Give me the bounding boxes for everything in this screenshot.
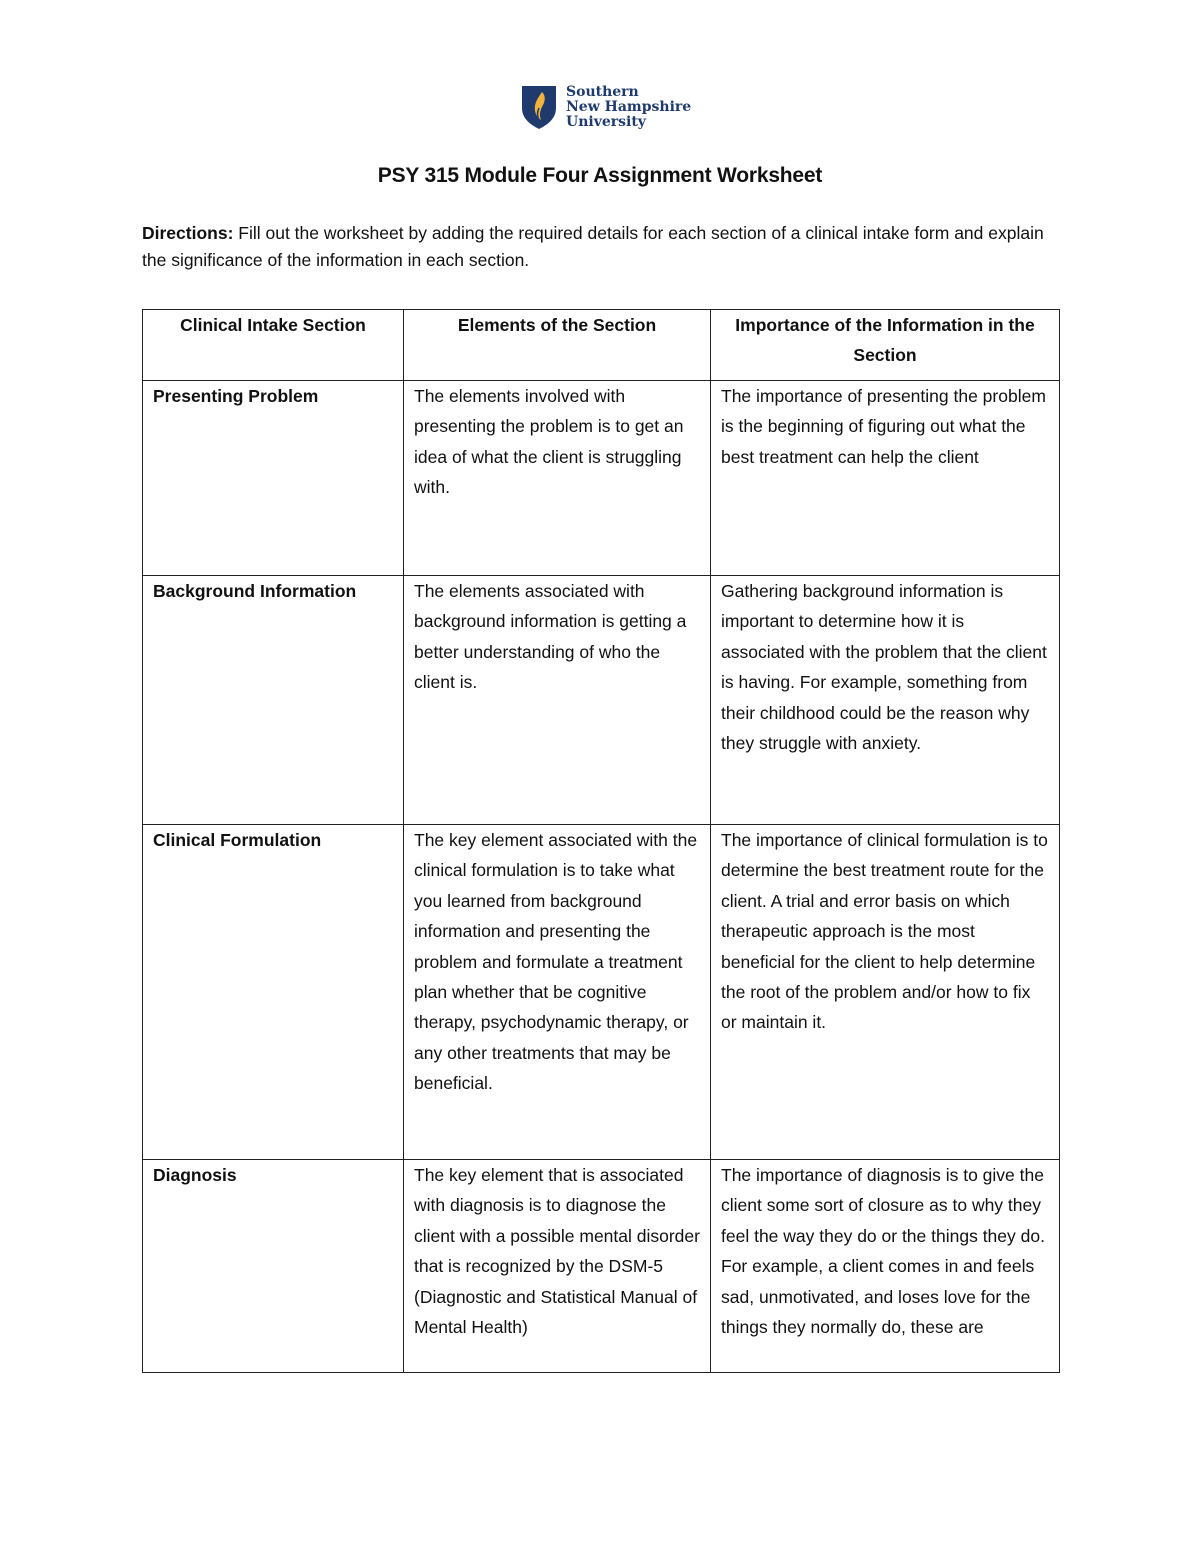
logo-line-3: University xyxy=(566,113,646,130)
header-importance-of-information: Importance of the Information in the Section xyxy=(711,310,1060,381)
section-name-cell: Diagnosis xyxy=(143,1160,404,1373)
table-header-row xyxy=(143,310,1060,381)
elements-cell: The elements involved with presenting the problem is to get an idea of what the client is struggling with. xyxy=(404,381,711,576)
directions-text: Fill out the worksheet by adding the required details for each section of a clinical intake form and explain the significance of the information in each section. xyxy=(142,223,1044,270)
importance-cell: The importance of diagnosis is to give the client some sort of closure as to why they feel the way they do or the things they do. For example, a client comes in and feels sad, unmotivated, and loses love for the things they normally do, these are xyxy=(711,1160,1060,1373)
table-row xyxy=(143,381,1060,576)
importance-cell: The importance of clinical formulation is to determine the best treatment route for the client. A trial and error basis on which therapeutic approach is the most beneficial for the client to help determine the root of the problem and/or how to fix or maintain it. xyxy=(711,825,1060,1160)
logo-line-2: New Hampshire xyxy=(566,98,692,115)
section-name-cell: Presenting Problem xyxy=(143,381,404,576)
elements-cell: The key element associated with the clinical formulation is to take what you learned from background information and presenting the problem and formulate a treatment plan whether that be cognitive therapy, psychodynamic therapy, or any other treatments that may be beneficial. xyxy=(404,825,711,1160)
logo-text xyxy=(566,85,691,130)
section-name-cell: Clinical Formulation xyxy=(143,825,404,1160)
table-row xyxy=(143,1160,1060,1373)
logo-line-1: Southern xyxy=(566,83,639,100)
directions-paragraph xyxy=(142,220,1062,274)
importance-cell: Gathering background information is important to determine how it is associated with the problem that the client is having. For example, something from their childhood could be the reason why they struggle with anxiety. xyxy=(711,576,1060,825)
university-logo xyxy=(520,84,691,130)
header-clinical-intake-section: Clinical Intake Section xyxy=(143,310,404,381)
elements-cell: The key element that is associated with diagnosis is to diagnose the client with a possible mental disorder that is recognized by the DSM-5 (Diagnostic and Statistical Manual of Mental Health) xyxy=(404,1160,711,1373)
header-elements-of-section: Elements of the Section xyxy=(404,310,711,381)
importance-cell: The importance of presenting the problem is the beginning of figuring out what the best treatment can help the client xyxy=(711,381,1060,576)
table-row xyxy=(143,825,1060,1160)
document-title: PSY 315 Module Four Assignment Worksheet xyxy=(377,164,823,187)
elements-cell: The elements associated with background information is getting a better understanding of who the client is. xyxy=(404,576,711,825)
clinical-intake-table xyxy=(142,309,1060,1373)
table-row xyxy=(143,576,1060,825)
directions-label: Directions: xyxy=(142,223,234,243)
shield-flame-icon xyxy=(520,84,558,130)
section-name-cell: Background Information xyxy=(143,576,404,825)
